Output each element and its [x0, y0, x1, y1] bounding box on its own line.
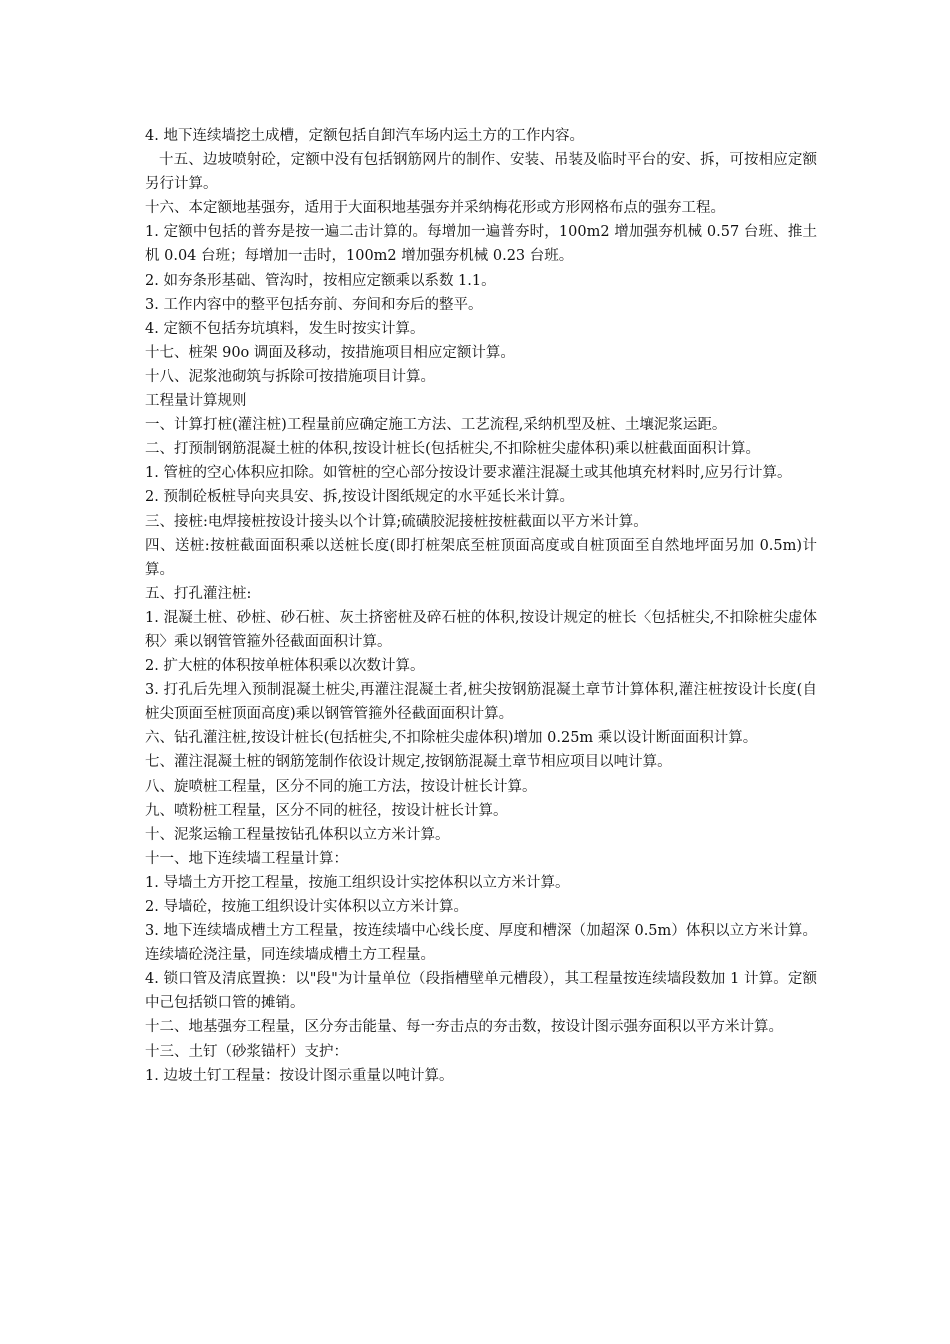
- paragraph: 3. 地下连续墙成槽土方工程量，按连续墙中心线长度、厚度和槽深（加超深 0.5m）体积以立方米计算。连续墙砼浇注量，同连续墙成槽土方工程量。: [145, 923, 817, 964]
- paragraph: 五、打孔灌注桩:: [145, 585, 252, 602]
- paragraph: 八、旋喷桩工程量，区分不同的施工方法，按设计桩长计算。: [145, 778, 537, 795]
- paragraph: 2. 导墙砼，按施工组织设计实体积以立方米计算。: [145, 899, 468, 915]
- paragraph: 2. 扩大桩的体积按单桩体积乘以次数计算。: [145, 658, 425, 675]
- paragraph: 六、钻孔灌注桩,按设计桩长(包括桩尖,不扣除桩尖虚体积)增加 0.25m 乘以设计断面面积计算。: [145, 730, 758, 747]
- paragraph: 1. 混凝土桩、砂桩、砂石桩、灰土挤密桩及碎石桩的体积,按设计规定的桩长〈包括桩尖,不扣除桩尖虚体积〉乘以钢管管箍外径截面面积计算。: [145, 609, 817, 650]
- paragraph: 二、打预制钢筋混凝土桩的体积,按设计桩长(包括桩尖,不扣除桩尖虚体积)乘以桩截面面积计算。: [145, 441, 761, 458]
- paragraph: 十六、本定额地基强夯，适用于大面积地基强夯并采纳梅花形或方形网格布点的强夯工程。: [145, 200, 725, 217]
- paragraph: 4. 定额不包括夯坑填料，发生时按实计算。: [145, 320, 425, 337]
- paragraph: 2. 如夯条形基础、管沟时，按相应定额乘以系数 1.1。: [145, 272, 496, 289]
- paragraph: 十一、地下连续墙工程量计算：: [145, 850, 348, 867]
- paragraph: 4. 锁口管及清底置换：以"段"为计量单位（段指槽壁单元槽段），其工程量按连续墙段数加 1 计算。定额中己包括锁口管的摊销。: [145, 971, 817, 1012]
- paragraph: 3. 打孔后先埋入预制混凝土桩尖,再灌注混凝土者,桩尖按钢筋混凝土章节计算体积,灌注桩按设计长度(自桩尖顶面至桩顶面高度)乘以钢管管箍外径截面面积计算。: [145, 682, 817, 723]
- paragraph: 十七、桩架 90o 调面及移动，按措施项目相应定额计算。: [145, 344, 515, 361]
- paragraph: 2. 预制砼板桩导向夹具安、拆,按设计图纸规定的水平延长米计算。: [145, 489, 575, 506]
- paragraph: 1. 导墙土方开挖工程量，按施工组织设计实挖体积以立方米计算。: [145, 874, 570, 891]
- paragraph: 四、送桩:按桩截面面积乘以送桩长度(即打桩架底至桩顶面高度或自桩顶面至自然地坪面另加 0.5m)计算。: [145, 537, 817, 578]
- paragraph: 十、泥浆运输工程量按钻孔体积以立方米计算。: [145, 826, 450, 843]
- paragraph: 十五、边坡喷射砼，定额中没有包括钢筋网片的制作、安装、吊装及临时平台的安、拆，可按相应定额另行计算。: [145, 152, 817, 193]
- paragraph: 1. 定额中包括的普夯是按一遍二击计算的。每增加一遍普夯时，100m2 增加强夯机械 0.57 台班、推土机 0.04 台班；每增加一击时，100m2 增加强夯机械 0.23 台班。: [145, 224, 817, 265]
- paragraph: 十三、土钉（砂浆锚杆）支护：: [145, 1043, 348, 1060]
- paragraph: 4. 地下连续墙挖土成槽，定额包括自卸汽车场内运土方的工作内容。: [145, 128, 584, 144]
- paragraph: 1. 管桩的空心体积应扣除。如管桩的空心部分按设计要求灌注混凝土或其他填充材料时,应另行计算。: [145, 465, 792, 482]
- paragraph: 九、喷粉桩工程量，区分不同的桩径，按设计桩长计算。: [145, 802, 508, 819]
- paragraph: 十二、地基强夯工程量，区分夯击能量、每一夯击点的夯击数，按设计图示强夯面积以平方米计算。: [145, 1019, 783, 1036]
- paragraph: 十八、泥浆池砌筑与拆除可按措施项目计算。: [145, 368, 435, 385]
- paragraph: 1. 边坡土钉工程量：按设计图示重量以吨计算。: [145, 1067, 454, 1084]
- section-heading: 工程量计算规则: [145, 393, 247, 410]
- paragraph: 3. 工作内容中的整平包括夯前、夯间和夯后的整平。: [145, 296, 483, 313]
- document-body: [145, 124, 817, 1088]
- paragraph: 一、计算打桩(灌注桩)工程量前应确定施工方法、工艺流程,采纳机型及桩、土壤泥浆运距。: [145, 417, 727, 434]
- paragraph: 七、灌注混凝土桩的钢筋笼制作依设计规定,按钢筋混凝土章节相应项目以吨计算。: [145, 754, 672, 771]
- paragraph: 三、接桩:电焊接桩按设计接头以个计算;硫磺胶泥接桩按桩截面以平方米计算。: [145, 513, 648, 530]
